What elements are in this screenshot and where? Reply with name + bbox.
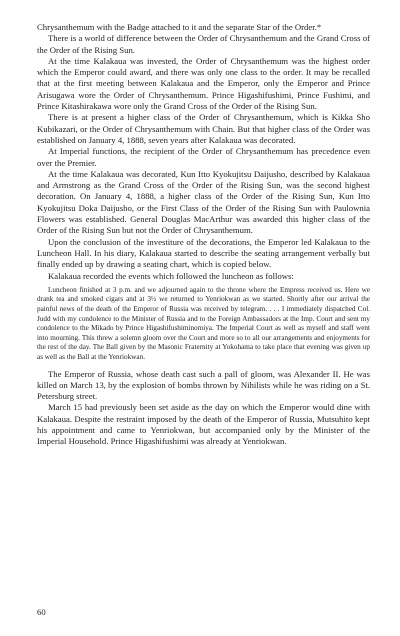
paragraph-difference: There is a world of difference between the Order of Chrysanthemum and the Grand Cross of the Order of the Rising Sun. xyxy=(37,33,370,55)
paragraph-higher-class: There is at present a higher class of the Order of Chrysanthemum, which is Kikka Sho Kubikazari, or the Order of Chrysanthemum with Chain. But that higher class of the Order was established on January 4, 1888, seven years after Kalakaua was decorated. xyxy=(37,112,370,145)
page-number: 60 xyxy=(37,607,46,617)
paragraph-highest-order: At the time Kalakaua was invested, the Order of Chrysanthemum was the highest order which the Emperor could award, and there was only one class to the order. It may be recalled that at the first meeting between Kalakaua and the Emperor, only the Emperor and Prince Arisugawa wore the Order of Chrysanthemum. Prince Higashifushimi, Prince Fushimi, and Prince Kitashirakawa wore only the Grand Cross of the Order of the Rising Sun. xyxy=(37,55,370,112)
diary-quote: Luncheon finished at 3 p.m. and we adjourned again to the throne where the Empress received us. Here we drank tea and smoked cigars and at 3½ we returned to Yenriokwan as we started. Shortly after our arrival the painful news of the death of the Emperor of Russia was received by telegram. . . . I immediately dispatched Col. Judd with my condolence to the Minister of Russia and to the Foreign Ambassadors at the Imp. Court and sent my condolence to the Mikado by Prince Higashifushiminomiya. The Imperial Court as well as myself and staff went into mourning. This threw a solemn gloom over the Court and more so to all our arrangements and enjoyments for the rest of the day. The Ball given by the Masonic Fraternity at Yokohama to take place that evening was given up as well as the Ball at the Yenriokwan. xyxy=(37,285,370,361)
paragraph-events-intro: Kalakaua recorded the events which followed the luncheon as follows: xyxy=(48,270,294,281)
paragraph-luncheon-hall: Upon the conclusion of the investiture of the decorations, the Emperor led Kalakaua to the Luncheon Hall. In his diary, Kalakaua started to describe the seating arrangement verbally but finally ended up by drawing a seating chart, which is copied below. xyxy=(37,236,370,270)
paragraph-order-continued: Chrysanthemum with the Badge attached to it and the separate Star of the Order.* xyxy=(37,22,322,32)
paragraph-emperor-russia: The Emperor of Russia, whose death cast such a pall of gloom, was Alexander II. He was killed on March 13, by the explosion of bombs thrown by Nihilists while he was riding on a St. Petersburg street. xyxy=(37,368,370,402)
paragraph-march-15: March 15 had previously been set aside as the day on which the Emperor would dine with Kalakaua. Despite the restraint imposed by the death of the Emperor of Russia, Mutsuhito kept his appointment and came to Yenriokwan, but accompanied only by the Minister of the Imperial Household. Prince Higashifushimi was already at Yenriokwan. xyxy=(37,402,370,447)
paragraph-rising-sun: At the time Kalakaua was decorated, Kun Itto Kyokujitsu Daijusho, described by Kalakaua and Armstrong as the Grand Cross of the Order of the Rising Sun, was the second highest decoration. On January 4, 1888, a higher class of the Order of the Rising Sun, Kun Itto Kyokujitsu Doka Daijusho, or the First Class of the Order of the Rising Sun with Paulownia Flowers was established. General Douglas MacArthur was awarded this higher class of the Order of the Rising Sun but not the Order of Chrysanthemum. xyxy=(37,168,370,236)
paragraph-precedence: At Imperial functions, the recipient of the Order of Chrysanthemum has precedence even over the Premier. xyxy=(37,146,370,168)
